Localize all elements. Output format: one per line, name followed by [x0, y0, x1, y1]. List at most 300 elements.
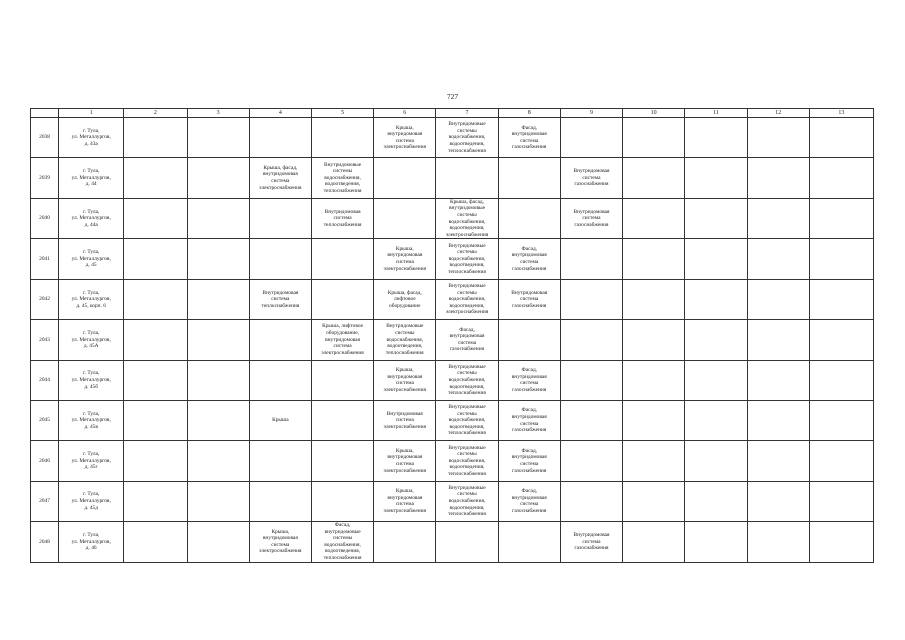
cell-line: теплоснабжения	[448, 430, 486, 437]
cell-line: электроснабжения	[445, 309, 489, 316]
work-cell-col5	[311, 320, 373, 360]
cell-line: электроснабжения	[383, 144, 426, 151]
cell-line: система	[520, 380, 539, 387]
empty-cell	[685, 481, 747, 521]
cell-line: водоотведения,	[449, 383, 485, 390]
cell-line: система	[520, 501, 539, 508]
empty-cell	[124, 239, 187, 279]
cell-line: система	[520, 460, 539, 467]
work-cell-col8	[498, 481, 560, 521]
table-row	[31, 320, 874, 360]
address-cell	[59, 239, 124, 279]
cell-line: ул. Металлургов,	[71, 376, 111, 383]
work-cell-col5	[311, 441, 373, 481]
cell-line: система	[582, 174, 601, 181]
empty-cell	[623, 441, 685, 481]
work-cell-col6	[374, 158, 436, 198]
cell-line: Внутридомовые	[448, 282, 486, 289]
table-row	[31, 198, 874, 239]
cell-line: внутридомовая	[387, 494, 423, 501]
work-cell-col6	[374, 320, 436, 360]
cell-line: водоотведения,	[449, 302, 485, 309]
cell-line: Внутридомовые	[323, 161, 362, 168]
empty-cell	[187, 481, 249, 521]
work-cell-col8	[498, 360, 560, 400]
cell-line: водоотведения,	[449, 504, 485, 511]
repair-schedule-table	[30, 108, 874, 563]
cell-line: внутридомовая	[511, 494, 547, 501]
cell-line: теплоснабжения	[385, 349, 424, 356]
cell-line: теплоснабжения	[448, 511, 486, 518]
empty-cell	[747, 320, 809, 360]
cell-line: газоснабжения	[574, 545, 609, 552]
work-cell-col4	[249, 158, 311, 198]
cell-line: д. 45в	[84, 423, 98, 430]
work-cell-col4	[249, 279, 311, 319]
work-cell-col8	[498, 279, 560, 319]
cell-line: ул. Металлургов,	[71, 134, 111, 141]
empty-cell	[623, 360, 685, 400]
empty-cell	[747, 441, 809, 481]
cell-line: ул. Металлургов,	[71, 215, 111, 222]
work-cell-col6	[374, 239, 436, 279]
empty-cell	[747, 360, 809, 400]
cell-line: ул. Металлургов,	[71, 457, 111, 464]
cell-line: газоснабжения	[512, 302, 547, 309]
work-cell-col9	[560, 360, 622, 400]
cell-line: система	[395, 380, 414, 387]
empty-cell	[124, 198, 187, 239]
cell-line: Внутридомовые	[448, 242, 486, 249]
cell-line: д. 44а	[84, 221, 98, 228]
cell-line: электроснабжения	[383, 265, 426, 272]
address-cell	[59, 441, 124, 481]
cell-line: системы	[457, 289, 477, 296]
cell-line: г. Тула,	[83, 491, 100, 498]
cell-line: водоотведения,	[325, 181, 361, 188]
cell-line: ул. Металлургов,	[71, 296, 111, 303]
cell-line: Крыша,	[271, 528, 290, 535]
cell-line: системы	[395, 329, 415, 336]
cell-line: водоотведения,	[449, 423, 485, 430]
work-cell-col5	[311, 158, 373, 198]
cell-line: газоснабжения	[449, 346, 485, 353]
empty-cell	[623, 158, 685, 198]
cell-line: система	[520, 259, 539, 266]
row-number-cell: 2046	[31, 441, 59, 481]
work-cell-col9	[560, 400, 622, 440]
cell-line: система	[395, 460, 414, 467]
header-cell: 1	[59, 109, 124, 118]
cell-line: водоотведения,	[325, 548, 361, 555]
work-cell-col5	[311, 239, 373, 279]
cell-line: г. Тула,	[83, 168, 100, 175]
cell-line: Крыша, фасад,	[450, 198, 484, 205]
work-cell-col9	[560, 118, 622, 158]
empty-cell	[187, 320, 249, 360]
cell-line: д. 45, корп. 6	[76, 302, 106, 309]
work-cell-col6	[374, 522, 436, 563]
cell-line: Крыша, фасад,	[263, 164, 298, 171]
cell-line: водоотведения,	[449, 464, 485, 471]
header-cell: 12	[747, 109, 809, 118]
header-cell: 8	[498, 109, 560, 118]
cell-line: система	[333, 215, 352, 222]
empty-cell	[124, 481, 187, 521]
empty-cell	[747, 158, 809, 198]
work-cell-col9	[560, 158, 622, 198]
cell-line: г. Тула,	[83, 370, 100, 377]
work-cell-col9	[560, 522, 622, 563]
cell-line: система	[582, 538, 601, 545]
cell-line: газоснабжения	[512, 507, 547, 514]
cell-line: Внутридомовые	[448, 404, 486, 411]
work-cell-col9	[560, 198, 622, 239]
empty-cell	[685, 279, 747, 319]
cell-line: система	[520, 296, 539, 303]
empty-cell	[685, 320, 747, 360]
work-cell-col4	[249, 441, 311, 481]
cell-line: внутридомовая	[511, 131, 547, 138]
cell-line: г. Тула,	[83, 531, 100, 538]
work-cell-col4	[249, 320, 311, 360]
cell-line: Крыша	[272, 417, 289, 424]
empty-cell	[747, 118, 809, 158]
work-cell-col8	[498, 441, 560, 481]
work-cell-col4	[249, 481, 311, 521]
row-number-cell: 2042	[31, 279, 59, 319]
address-cell	[59, 360, 124, 400]
row-number-cell: 2038	[31, 118, 59, 158]
cell-line: водоснабжения,	[448, 296, 486, 303]
work-cell-col8	[498, 320, 560, 360]
work-cell-col9	[560, 239, 622, 279]
cell-line: Внутридомовая	[573, 208, 610, 215]
work-cell-col5	[311, 481, 373, 521]
cell-line: Внутридомовая	[573, 168, 610, 175]
work-cell-col4	[249, 360, 311, 400]
cell-line: газоснабжения	[512, 265, 547, 272]
cell-line: электроснабжения	[383, 507, 426, 514]
cell-line: электроснабжения	[259, 548, 302, 555]
empty-cell	[187, 400, 249, 440]
work-cell-col5	[311, 279, 373, 319]
cell-line: газоснабжения	[512, 144, 547, 151]
empty-cell	[747, 279, 809, 319]
cell-line: электроснабжения	[383, 386, 426, 393]
empty-cell	[187, 360, 249, 400]
work-cell-col4	[249, 239, 311, 279]
empty-cell	[809, 239, 873, 279]
empty-cell	[623, 400, 685, 440]
cell-line: внутридомовая	[449, 333, 485, 340]
cell-line: Крыша,	[395, 367, 414, 374]
empty-cell	[809, 118, 873, 158]
cell-line: теплоснабжения	[323, 555, 362, 562]
table-row	[31, 279, 874, 319]
cell-line: газоснабжения	[574, 181, 609, 188]
empty-cell	[124, 360, 187, 400]
empty-cell	[623, 320, 685, 360]
work-cell-col5	[311, 400, 373, 440]
cell-line: внутридомовая	[511, 414, 547, 420]
work-cell-col6	[374, 481, 436, 521]
work-cell-col8	[498, 118, 560, 158]
work-cell-col7	[436, 279, 498, 319]
cell-line: Фасад,	[521, 367, 538, 374]
address-cell	[59, 118, 124, 158]
work-cell-col8	[498, 239, 560, 279]
table-row	[31, 522, 874, 563]
cell-line: Фасад,	[521, 447, 538, 454]
work-cell-col6	[374, 441, 436, 481]
empty-cell	[124, 400, 187, 440]
empty-cell	[124, 522, 187, 563]
cell-line: Фасад,	[521, 488, 538, 495]
header-cell: 6	[374, 109, 436, 118]
work-cell-col9	[560, 279, 622, 319]
cell-line: г. Тула,	[83, 329, 100, 336]
empty-cell	[685, 441, 747, 481]
header-cell: 10	[623, 109, 685, 118]
cell-line: водоснабжения,	[448, 498, 486, 505]
table-row	[31, 481, 874, 521]
cell-line: оборудование	[389, 302, 421, 309]
work-cell-col7	[436, 118, 498, 158]
empty-cell	[187, 118, 249, 158]
empty-cell	[809, 158, 873, 198]
work-cell-col4	[249, 198, 311, 239]
address-cell	[59, 320, 124, 360]
cell-line: г. Тула,	[83, 289, 100, 296]
cell-line: г. Тула,	[83, 249, 100, 256]
cell-line: Внутридомовые	[386, 323, 424, 330]
header-cell: 5	[311, 109, 373, 118]
work-cell-col5	[311, 360, 373, 400]
empty-cell	[809, 198, 873, 239]
cell-line: водоснабжения,	[448, 255, 486, 262]
cell-line: системы	[332, 535, 353, 542]
cell-line: водоотведения,	[449, 262, 485, 269]
cell-line: Внутридомовые	[448, 121, 486, 128]
cell-line: д. 45	[85, 262, 97, 269]
cell-line: водоснабжения,	[448, 218, 486, 225]
cell-line: Крыша,	[395, 447, 414, 454]
cell-line: Внутридомовая	[511, 289, 548, 296]
work-cell-col5	[311, 118, 373, 158]
cell-line: г. Тула,	[83, 451, 100, 458]
cell-line: д. 43а	[84, 140, 98, 147]
cell-line: система	[395, 417, 414, 424]
cell-line: Внутридомовая	[324, 208, 361, 215]
cell-line: газоснабжения	[512, 427, 547, 434]
cell-line: ул. Металлургов,	[71, 174, 111, 181]
work-cell-col4	[249, 400, 311, 440]
cell-line: системы	[457, 127, 477, 134]
work-cell-col7	[436, 320, 498, 360]
work-cell-col8	[498, 522, 560, 563]
cell-line: Внутридомовая	[573, 531, 610, 538]
work-cell-col6	[374, 198, 436, 239]
address-cell	[59, 279, 124, 319]
empty-cell	[623, 118, 685, 158]
address-cell	[59, 158, 124, 198]
cell-line: Фасад,	[521, 245, 538, 252]
empty-cell	[187, 158, 249, 198]
cell-line: Внутридомовые	[448, 363, 486, 370]
cell-line: электроснабжения	[445, 231, 489, 238]
table-row	[31, 118, 874, 158]
cell-line: системы	[457, 249, 477, 256]
row-number-cell: 2041	[31, 239, 59, 279]
work-cell-col8	[498, 400, 560, 440]
cell-line: д. 45г	[84, 464, 98, 471]
cell-line: система	[395, 501, 414, 508]
work-cell-col6	[374, 118, 436, 158]
cell-line: Внутридомовые	[448, 484, 486, 491]
header-cell: 11	[685, 109, 747, 118]
work-cell-col7	[436, 441, 498, 481]
cell-line: водоотведения,	[449, 225, 485, 232]
cell-line: лифтовое	[393, 296, 416, 303]
cell-line: теплоснабжения	[448, 147, 486, 154]
cell-line: д. 45А	[83, 343, 99, 350]
empty-cell	[747, 198, 809, 239]
row-number-cell: 2039	[31, 158, 59, 198]
work-cell-col6	[374, 279, 436, 319]
work-cell-col4	[249, 118, 311, 158]
cell-line: внутридомовая	[262, 535, 298, 542]
empty-cell	[124, 158, 187, 198]
cell-line: система	[333, 343, 352, 350]
cell-line: внутридомовая	[387, 131, 423, 138]
empty-cell	[809, 279, 873, 319]
cell-line: Внутридомовые	[448, 444, 486, 451]
empty-cell	[187, 198, 249, 239]
header-cell: 4	[249, 109, 311, 118]
empty-cell	[124, 279, 187, 319]
empty-cell	[124, 118, 187, 158]
work-cell-col9	[560, 320, 622, 360]
row-number-cell: 2047	[31, 481, 59, 521]
work-cell-col7	[436, 158, 498, 198]
row-number-cell: 2045	[31, 400, 59, 440]
cell-line: оборудование,	[326, 329, 360, 336]
cell-line: система	[271, 296, 290, 303]
cell-line: ул. Металлургов,	[71, 498, 111, 505]
cell-line: теплоснабжения	[448, 390, 486, 397]
cell-line: система	[271, 541, 290, 548]
cell-line: системы	[332, 168, 353, 175]
empty-cell	[124, 441, 187, 481]
work-cell-col7	[436, 400, 498, 440]
empty-cell	[685, 198, 747, 239]
cell-line: внутридомовые	[324, 528, 361, 535]
work-cell-col7	[436, 239, 498, 279]
table-row	[31, 360, 874, 400]
cell-line: электроснабжения	[383, 467, 426, 474]
empty-cell	[187, 441, 249, 481]
cell-line: внутридомовая	[387, 373, 423, 380]
cell-line: теплоснабжения	[448, 470, 486, 477]
work-cell-col7	[436, 522, 498, 563]
table-row	[31, 441, 874, 481]
empty-cell	[623, 198, 685, 239]
empty-cell	[747, 481, 809, 521]
cell-line: Внутридомовая	[262, 289, 299, 296]
cell-line: водоснабжения,	[448, 417, 486, 424]
empty-cell	[747, 239, 809, 279]
header-cell-blank	[31, 109, 59, 118]
work-cell-col7	[436, 481, 498, 521]
address-cell	[59, 481, 124, 521]
cell-line: теплоснабжения	[323, 221, 362, 228]
work-cell-col6	[374, 400, 436, 440]
work-cell-col6	[374, 360, 436, 400]
cell-line: Фасад,	[521, 407, 538, 414]
empty-cell	[124, 320, 187, 360]
header-cell: 7	[436, 109, 498, 118]
cell-line: водоснабжения,	[386, 336, 424, 343]
cell-line: д. 45д	[84, 504, 98, 511]
address-cell	[59, 198, 124, 239]
empty-cell	[187, 522, 249, 563]
empty-cell	[685, 360, 747, 400]
cell-line: системы	[457, 491, 477, 498]
empty-cell	[809, 481, 873, 521]
empty-cell	[747, 522, 809, 563]
cell-line: внутридомовая	[511, 252, 547, 259]
empty-cell	[187, 239, 249, 279]
cell-line: внутридомовая	[511, 454, 547, 461]
cell-line: электроснабжения	[259, 184, 302, 191]
work-cell-col8	[498, 198, 560, 239]
cell-line: Крыша, лифтовое	[322, 323, 364, 330]
header-cell: 9	[560, 109, 622, 118]
address-cell	[59, 400, 124, 440]
cell-line: Крыша,	[395, 124, 414, 131]
work-cell-col9	[560, 481, 622, 521]
empty-cell	[623, 279, 685, 319]
work-cell-col5	[311, 198, 373, 239]
cell-line: водоснабжения,	[448, 457, 486, 464]
cell-line: внутридомовая	[262, 171, 298, 178]
cell-line: д. 44	[85, 181, 97, 188]
cell-line: теплоснабжения	[261, 302, 300, 309]
cell-line: Крыша,	[395, 488, 414, 495]
cell-line: теплоснабжения	[323, 187, 362, 194]
cell-line: внутридомовая	[387, 252, 423, 259]
cell-line: электроснабжения	[383, 423, 426, 430]
cell-line: г. Тула,	[83, 410, 100, 417]
empty-cell	[623, 481, 685, 521]
work-cell-col7	[436, 360, 498, 400]
empty-cell	[809, 400, 873, 440]
work-cell-col8	[498, 158, 560, 198]
cell-line: ул. Металлургов,	[71, 538, 111, 545]
cell-line: д. 46	[85, 545, 97, 552]
work-cell-col5	[311, 522, 373, 563]
empty-cell	[809, 441, 873, 481]
cell-line: система	[582, 215, 601, 222]
cell-line: внутридомовая	[325, 336, 361, 343]
row-number-cell: 2040	[31, 198, 59, 239]
row-number-cell: 2044	[31, 360, 59, 400]
empty-cell	[187, 279, 249, 319]
cell-line: г. Тула,	[83, 127, 100, 134]
cell-line: газоснабжения	[512, 467, 547, 474]
header-cell: 3	[187, 109, 249, 118]
